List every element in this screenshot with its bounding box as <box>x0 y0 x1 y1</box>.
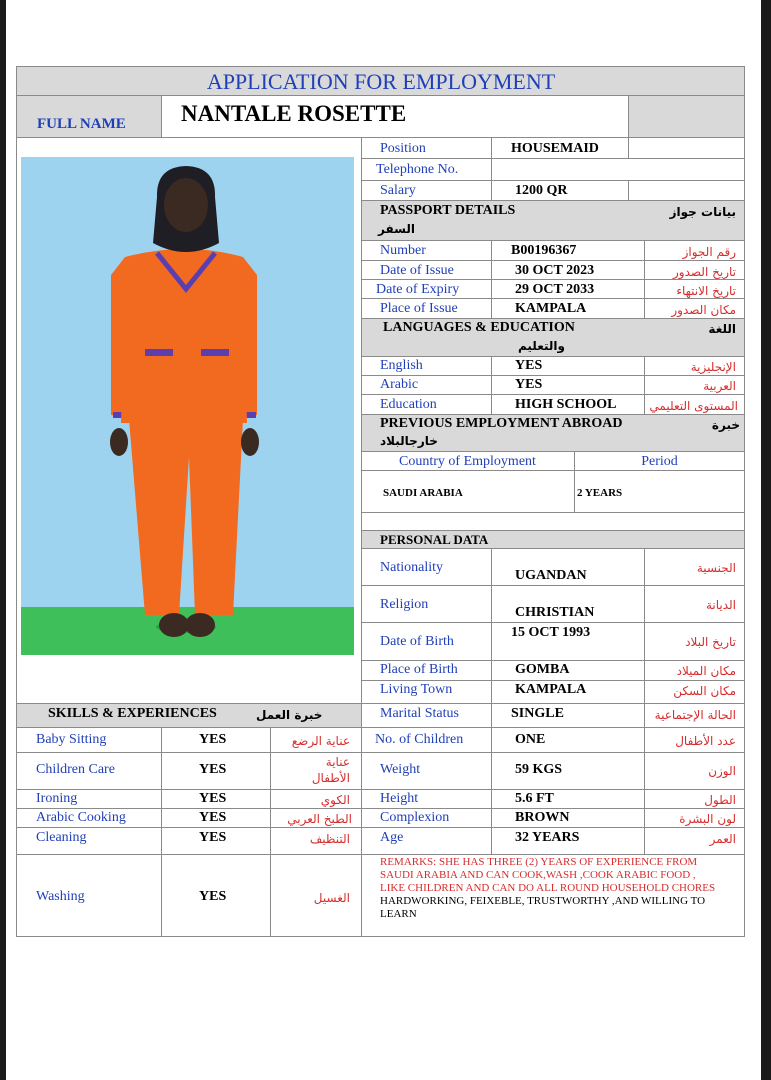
complexion-ar: لون البشرة <box>679 812 736 826</box>
skill-children-care-value: YES <box>199 762 227 777</box>
telephone-label: Telephone No. <box>376 162 459 177</box>
english-value: YES <box>515 358 543 373</box>
position-label: Position <box>380 141 426 156</box>
skill-children-care-ar: عناية <box>325 755 350 769</box>
no-of-children-label: No. of Children <box>375 732 464 747</box>
full-name-value: NANTALE ROSETTE <box>181 101 407 126</box>
skill-washing-label: Washing <box>36 889 85 904</box>
no-of-children-ar: عدد الأطفال <box>675 734 736 748</box>
skills-heading-ar: خبرة العمل <box>256 708 323 722</box>
living-town-ar: مكان السكن <box>673 684 736 698</box>
weight-ar: الوزن <box>708 764 736 778</box>
age-label: Age <box>380 830 404 845</box>
issue-date-label: Date of Issue <box>380 263 454 278</box>
religion-value: CHRISTIAN <box>515 605 595 620</box>
previous-employment-heading-ar-2: خارجالبلاد <box>380 434 438 448</box>
nationality-value: UGANDAN <box>515 568 587 583</box>
skill-arabic-cooking-label: Arabic Cooking <box>36 810 126 825</box>
date-of-birth-label: Date of Birth <box>380 634 454 649</box>
education-value: HIGH SCHOOL <box>515 397 617 412</box>
remarks-line-2: SAUDI ARABIA AND CAN COOK,WASH ,COOK ARABIC FOOD , <box>380 869 696 881</box>
age-value: 32 YEARS <box>515 830 580 845</box>
passport-number-ar: رقم الجواز <box>682 245 736 259</box>
passport-number-value: B00196367 <box>511 243 577 258</box>
issue-date-ar: تاريخ الصدور <box>673 265 736 279</box>
religion-label: Religion <box>380 597 429 612</box>
nationality-label: Nationality <box>380 560 443 575</box>
english-ar: الإنجليزية <box>690 360 736 374</box>
previous-employment-heading-ar: خبرة <box>711 418 740 432</box>
religion-ar: الديانة <box>705 598 736 612</box>
skill-ironing-value: YES <box>199 791 227 806</box>
no-of-children-value: ONE <box>515 732 546 747</box>
height-label: Height <box>380 791 419 806</box>
expiry-date-label: Date of Expiry <box>376 282 460 297</box>
remarks-line-4: HARDWORKING, FEIXEBLE, TRUSTWORTHY ,AND WILLING TO <box>380 895 706 907</box>
skill-arabic-cooking-value: YES <box>199 810 227 825</box>
arabic-label: Arabic <box>380 377 419 392</box>
passport-number-label: Number <box>380 243 426 258</box>
place-of-birth-label: Place of Birth <box>380 662 458 677</box>
date-of-birth-ar: تاريخ البلاد <box>685 635 736 649</box>
skill-washing-value: YES <box>199 889 227 904</box>
skill-children-care-ar-2: الأطفال <box>311 771 350 785</box>
application-sheet <box>6 0 761 1080</box>
nationality-ar: الجنسية <box>696 561 736 575</box>
full-name-label: FULL NAME <box>37 116 126 132</box>
country-of-employment-label: Country of Employment <box>399 454 536 469</box>
personal-data-heading: PERSONAL DATA <box>380 532 489 547</box>
skill-cleaning-value: YES <box>199 830 227 845</box>
place-of-issue-value: KAMPALA <box>515 301 587 316</box>
place-of-birth-ar: مكان الميلاد <box>676 664 736 678</box>
skill-cleaning-ar: التنظيف <box>309 832 350 846</box>
country-of-employment-value: SAUDI ARABIA <box>383 487 463 499</box>
remarks-line-1: REMARKS: SHE HAS THREE (2) YEARS OF EXPERIENCE FROM <box>380 856 698 868</box>
height-ar: الطول <box>704 793 736 807</box>
complexion-value: BROWN <box>515 810 570 825</box>
skill-arabic-cooking-ar: الطبخ العربي <box>287 812 352 826</box>
passport-heading-ar: بيانات جواز <box>669 205 736 219</box>
passport-heading: PASSPORT DETAILS <box>380 203 516 218</box>
salary-label: Salary <box>380 183 416 198</box>
living-town-label: Living Town <box>380 682 453 697</box>
education-label: Education <box>380 397 437 412</box>
weight-value: 59 KGS <box>515 762 563 777</box>
applicant-photo <box>21 157 354 655</box>
english-label: English <box>380 358 423 373</box>
remarks-line-5: LEARN <box>380 908 417 920</box>
skill-children-care-label: Children Care <box>36 762 115 777</box>
place-of-issue-ar: مكان الصدور <box>671 303 736 317</box>
form-title: APPLICATION FOR EMPLOYMENT <box>206 69 556 94</box>
expiry-date-ar: تاريخ الانتهاء <box>676 284 736 298</box>
marital-status-value: SINGLE <box>511 706 564 721</box>
period-label: Period <box>641 454 678 469</box>
period-value: 2 YEARS <box>577 487 623 499</box>
previous-employment-heading: PREVIOUS EMPLOYMENT ABROAD <box>380 416 623 431</box>
place-of-issue-label: Place of Issue <box>380 301 458 316</box>
marital-status-label: Marital Status <box>380 706 459 721</box>
skills-heading: SKILLS & EXPERIENCES <box>48 706 217 721</box>
skill-baby-sitting-label: Baby Sitting <box>36 732 107 747</box>
skill-cleaning-label: Cleaning <box>36 830 87 845</box>
height-value: 5.6 FT <box>515 791 554 806</box>
place-of-birth-value: GOMBA <box>515 662 570 677</box>
age-ar: العمر <box>709 832 736 846</box>
skill-baby-sitting-ar: عناية الرضع <box>291 734 350 748</box>
salary-value: 1200 QR <box>515 183 568 198</box>
education-ar: المستوى التعليمي <box>649 399 738 413</box>
languages-heading-ar: اللغة <box>708 322 736 336</box>
expiry-date-value: 29 OCT 2033 <box>515 282 595 297</box>
skill-ironing-ar: الكوي <box>320 793 350 807</box>
languages-heading: LANGUAGES & EDUCATION <box>383 320 575 335</box>
date-of-birth-value: 15 OCT 1993 <box>511 625 591 640</box>
position-value: HOUSEMAID <box>511 141 599 156</box>
remarks-line-3: LIKE CHILDREN AND CAN DO ALL ROUND HOUSEHOLD CHORES <box>380 882 716 894</box>
languages-heading-ar-2: والتعليم <box>518 339 565 353</box>
complexion-label: Complexion <box>380 810 450 825</box>
marital-status-ar: الحالة الإجتماعية <box>654 708 736 722</box>
weight-label: Weight <box>380 762 421 777</box>
arabic-value: YES <box>515 377 543 392</box>
issue-date-value: 30 OCT 2023 <box>515 263 595 278</box>
skill-ironing-label: Ironing <box>36 791 78 806</box>
skill-baby-sitting-value: YES <box>199 732 227 747</box>
skill-washing-ar: الغسيل <box>313 891 350 905</box>
arabic-ar: العربية <box>703 379 736 393</box>
living-town-value: KAMPALA <box>515 682 587 697</box>
passport-heading-ar-2: السفر <box>378 222 415 236</box>
